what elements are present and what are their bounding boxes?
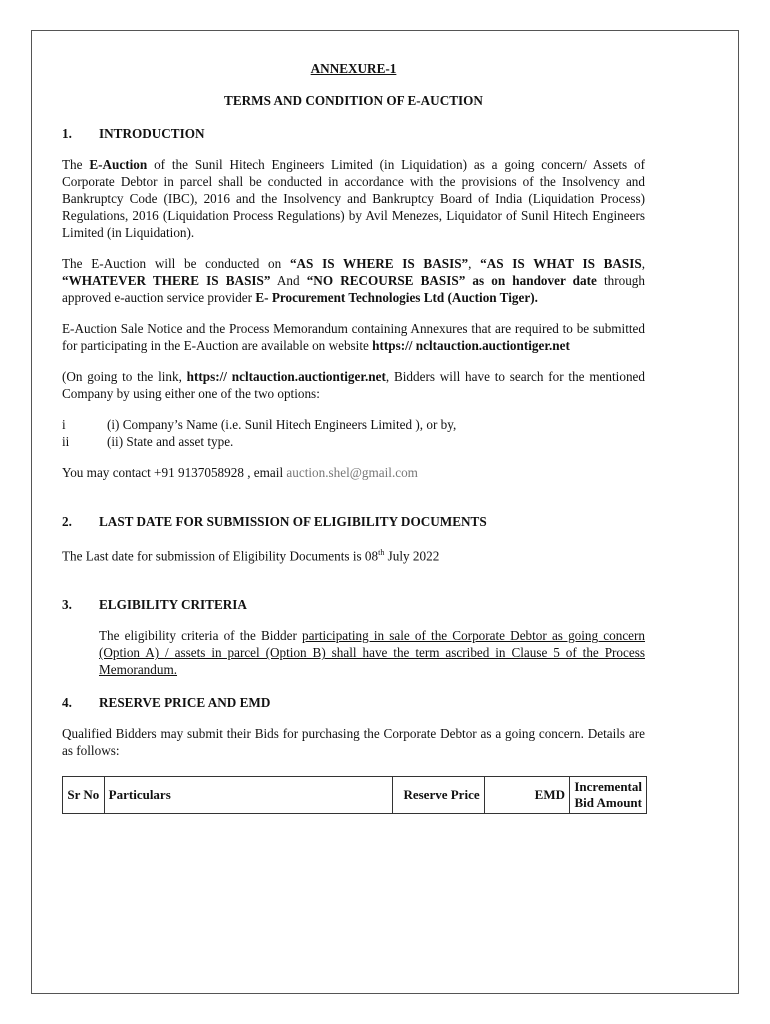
table-header-row [63,777,647,814]
website-link[interactable]: https:// ncltauction.auctiontiger.net [186,369,386,384]
document-title: TERMS AND CONDITION OF E-AUCTION [224,93,483,108]
eligibility-text: The eligibility criteria of the Bidder participating in sale of the Corporate Debtor as going concern (Option A) / assets in parcel (Option B) shall have the term ascribed in Clause 5 of the Process Memorandum. [99,628,646,678]
section-title: INTRODUCTION [99,126,205,141]
contact-line: You may contact +91 9137058928 , email auction.shel@gmail.com [62,465,418,480]
section-4-heading: 4. RESERVE PRICE AND EMD [62,695,271,711]
document-content [62,60,645,814]
intro-paragraph-4: (On going to the link, https:// ncltauction.auctiontiger.net, Bidders will have to search for the mentioned Company by using either one of the two options: [62,369,645,401]
reserve-price-table [62,776,647,814]
header-reserve-price: Reserve Price [392,777,484,814]
list-item: ii (ii) State and asset type. [62,434,234,449]
annexure-title: ANNEXURE-1 [310,61,397,76]
section-3-heading: 3. ELGIBILITY CRITERIA [62,597,247,613]
header-incremental-bid: Incremental Bid Amount [570,777,647,814]
reserve-text: Qualified Bidders may submit their Bids for purchasing the Corporate Debtor as a going concern. Details are as follows: [62,726,645,759]
section-2-heading: 2. LAST DATE FOR SUBMISSION OF ELIGIBILITY DOCUMENTS [62,514,487,529]
last-date-text: The Last date for submission of Eligibility Documents is 08th July 2022 [62,548,440,564]
header-sr-no: Sr No [63,777,105,814]
intro-paragraph-2: The E-Auction will be conducted on “AS IS WHERE IS BASIS”, “AS IS WHAT IS BASIS, “WHATEVER THERE IS BASIS” And “NO RECOURSE BASIS” as on handover date through approved e-auction service provider E- Procurement Technologies Ltd (Auction Tiger). [62,256,646,305]
website-link[interactable]: https:// ncltauction.auctiontiger.net [372,338,570,353]
header-particulars: Particulars [104,777,392,814]
search-options-list [62,416,645,450]
contact-email-link[interactable]: auction.shel@gmail.com [286,465,418,480]
section-1-heading [62,125,645,142]
list-item: i (i) Company’s Name (i.e. Sunil Hitech Engineers Limited ), or by, [62,417,457,432]
intro-paragraph-3: E-Auction Sale Notice and the Process Memorandum containing Annexures that are required to be submitted for participating in the E-Auction are available on website https:// ncltauction.auctiontiger.net [62,321,645,353]
intro-paragraph-1: The E-Auction of the Sunil Hitech Engineers Limited (in Liquidation) as a going concern/ Assets of Corporate Debtor in parcel shall be conducted in accordance with the provisions of the Insolvency and Bankruptcy Code (IBC), 2016 and the Insolvency and Bankruptcy Board of India (Liquidation Process) Regulations, 2016 (Liquidation Process Regulations) by Avil Menezes, Liquidator of Sunil Hitech Engineers Limited (in Liquidation). [62,157,645,240]
header-emd: EMD [484,777,569,814]
section-number: 1. [62,126,72,141]
